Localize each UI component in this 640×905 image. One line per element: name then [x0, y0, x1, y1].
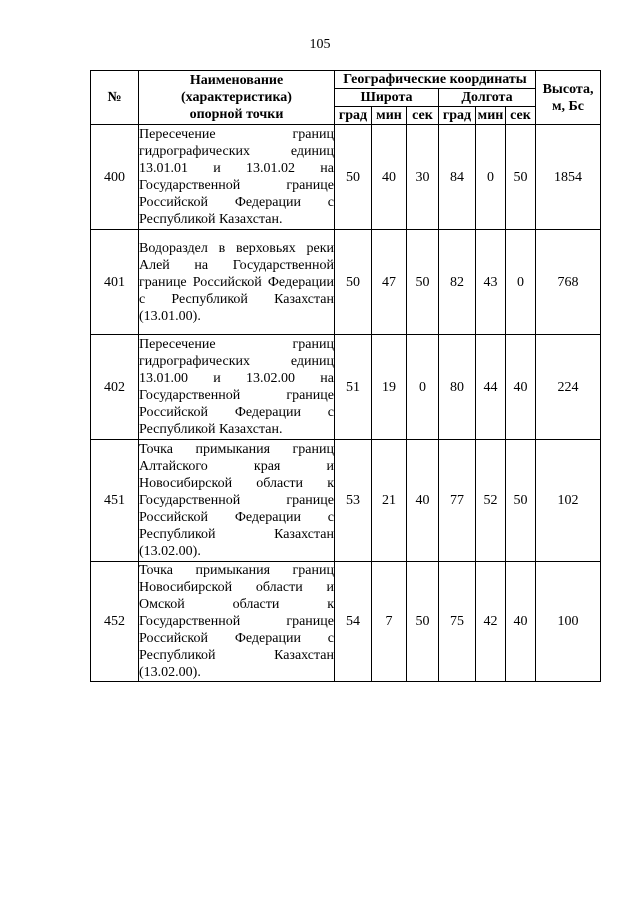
point-number: 401 — [91, 230, 139, 335]
lon-sec: 50 — [506, 440, 536, 562]
table-row — [91, 440, 601, 562]
lat-sec: 50 — [407, 230, 439, 335]
lon-sec: 50 — [506, 125, 536, 230]
lon-min: 0 — [476, 125, 506, 230]
lon-deg: 80 — [439, 335, 476, 440]
header-lon-sec: сек — [506, 107, 536, 125]
point-number: 400 — [91, 125, 139, 230]
header-latitude: Широта — [335, 89, 439, 107]
table-row — [91, 125, 601, 230]
point-height: 768 — [536, 230, 601, 335]
lon-deg: 77 — [439, 440, 476, 562]
header-height-line1: Высота, — [542, 81, 594, 97]
lat-sec: 30 — [407, 125, 439, 230]
lat-deg: 51 — [335, 335, 372, 440]
point-number: 451 — [91, 440, 139, 562]
point-height: 100 — [536, 562, 601, 682]
point-height: 224 — [536, 335, 601, 440]
point-height: 102 — [536, 440, 601, 562]
lat-min: 19 — [372, 335, 407, 440]
point-description: Водораздел в верховьях реки Алей на Государственной границе Российской Федерации с Республикой Казахстан (13.01.00). — [139, 230, 335, 335]
lon-min: 42 — [476, 562, 506, 682]
lat-min: 7 — [372, 562, 407, 682]
header-height — [536, 71, 601, 125]
point-description: Точка примыкания границ Алтайского края и Новосибирской области к Государственной границе Российской Федерации с Республикой Казахстан (13.02.00). — [139, 440, 335, 562]
header-name-line2: (характеристика) — [181, 90, 292, 105]
lon-sec: 40 — [506, 562, 536, 682]
table-row — [91, 335, 601, 440]
lon-min: 43 — [476, 230, 506, 335]
table-row — [91, 562, 601, 682]
lon-deg: 82 — [439, 230, 476, 335]
header-number: № — [91, 71, 139, 125]
lat-min: 47 — [372, 230, 407, 335]
header-lat-sec: сек — [407, 107, 439, 125]
point-height: 1854 — [536, 125, 601, 230]
lat-min: 40 — [372, 125, 407, 230]
lat-min: 21 — [372, 440, 407, 562]
header-name — [139, 71, 335, 125]
header-coordinates: Географические координаты — [335, 71, 536, 89]
header-row-1 — [91, 71, 601, 89]
header-lat-min: мин — [372, 107, 407, 125]
lat-deg: 54 — [335, 562, 372, 682]
lon-deg: 84 — [439, 125, 476, 230]
lon-deg: 75 — [439, 562, 476, 682]
point-description: Точка примыкания границ Новосибирской области и Омской области к Государственной границе Российской Федерации с Республикой Казахстан (13.02.00). — [139, 563, 334, 680]
point-description: Пересечение границ гидрографических единиц 13.01.00 и 13.02.00 на Государственной границе Российской Федерации с Республикой Казахстан. — [139, 335, 335, 440]
header-lat-deg: град — [335, 107, 372, 125]
lon-sec: 40 — [506, 335, 536, 440]
point-description: Пересечение границ гидрографических единиц 13.01.01 и 13.01.02 на Государственной границе Российской Федерации с Республикой Казахстан. — [139, 125, 335, 230]
table-row — [91, 230, 601, 335]
header-name-line3: опорной точки — [189, 107, 284, 122]
reference-points-table — [90, 70, 601, 682]
lon-min: 44 — [476, 335, 506, 440]
lon-sec: 0 — [506, 230, 536, 335]
header-lon-deg: град — [439, 107, 476, 125]
header-lon-min: мин — [476, 107, 506, 125]
lat-sec: 0 — [407, 335, 439, 440]
lat-deg: 53 — [335, 440, 372, 562]
lat-deg: 50 — [335, 125, 372, 230]
point-number: 402 — [91, 335, 139, 440]
header-name-line1: Наименование — [189, 73, 284, 88]
page-number: 105 — [309, 37, 331, 52]
header-height-line2: м, Бс — [552, 98, 585, 114]
lat-sec: 50 — [407, 562, 439, 682]
lat-deg: 50 — [335, 230, 372, 335]
point-number: 452 — [91, 562, 139, 682]
lon-min: 52 — [476, 440, 506, 562]
header-longitude: Долгота — [439, 89, 536, 107]
lat-sec: 40 — [407, 440, 439, 562]
